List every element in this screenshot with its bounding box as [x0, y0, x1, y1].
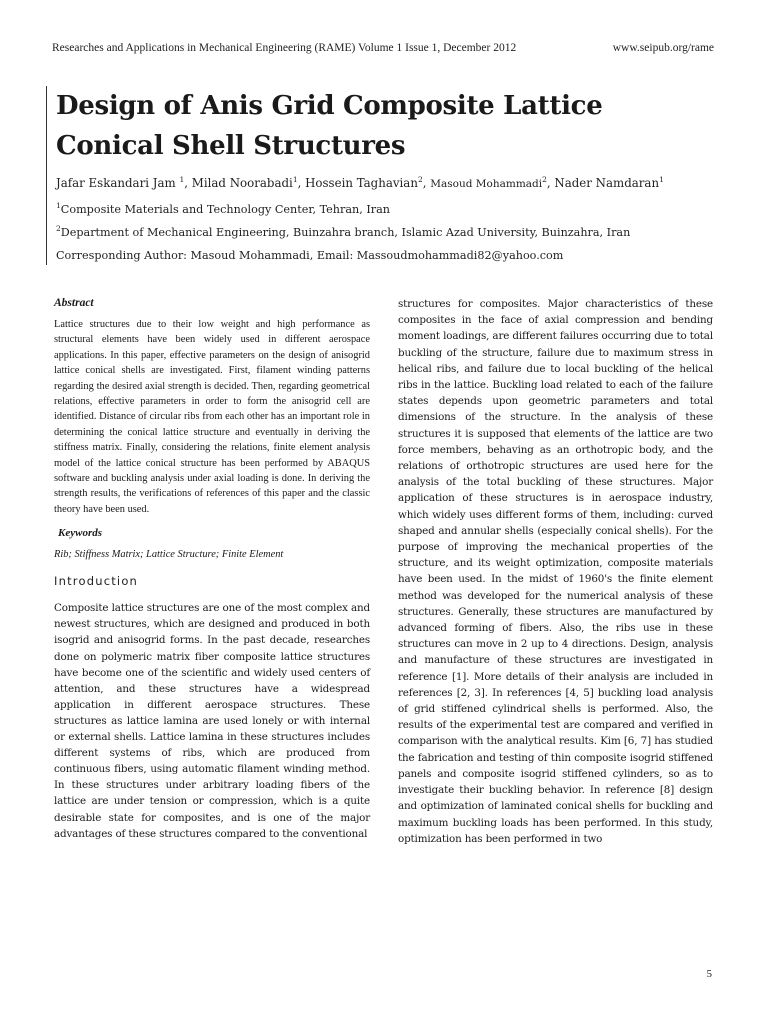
author-list: Jafar Eskandari Jam $^1$, Milad Noorabadi$^1$, Hossein Taghavian$^2$, Masoud Mohammadi$^2$, Nader Namdaran$^1$ — [56, 175, 664, 190]
author-name: Hossein Taghavian — [305, 176, 418, 190]
right-column — [398, 297, 713, 847]
author-name: Milad Noorabadi — [191, 176, 293, 190]
left-column — [54, 297, 370, 842]
paper-title — [56, 86, 724, 166]
keywords-text: Rib; Stiffness Matrix; Lattice Structure; Finite Element — [54, 549, 284, 561]
author-affiliation-mark: 1 — [179, 175, 185, 184]
abstract-text: Lattice structures due to their low weight and high performance as structural elements have been widely used in different aerospace applications. In this paper, effective parameters on the design of anisogrid lattice conical shells are investigated. First, filament winding patterns regarding the desired axial strength is decided. Then, regarding geometrical relations, effective parameters in order to form the anisogrid cell are identified. Distance of circular ribs from each other has an important role in determining the conical lattice structure and eventually in deriving the stiffness matrix. Finally, considering the relations, finite element analysis model of the lattice conical structure has been performed by ABAQUS software and buckling analysis under axial loading is done. In deriving the strength results, the verifications of references of this paper and the classic theory have been used. — [54, 319, 370, 515]
journal-name: Researches and Applications in Mechanical Engineering (RAME) Volume 1 Issue 1, December 2012 — [52, 42, 517, 54]
title-block — [46, 86, 724, 265]
author-affiliation-mark: 1 — [659, 175, 664, 184]
running-header — [52, 42, 714, 58]
introduction-heading: Introduction — [54, 574, 139, 589]
introduction-text-right: structures for composites. Major characteristics of these composites in the face of axial compression and bending moment loadings, are different failures occurring due to total buckling of the structure, failure due to maximum stress in helical ribs, and failure due to local buckling of the helical ribs in the lattice. Buckling load related to each of the failure states depends upon geometric parameters and total dimensions of the structure. In the analysis of these structures it is supposed that elements of the lattice are two force members, behaving as an orthotropic body, and the relations of orthotropic structures are used here for the analysis of the total buckling of these structures. Major application of these structures is in aerospace industry, which widely uses different forms of them, including: curved shaped and annular shells (especially conical shells). For the purpose of improving the mechanical properties of the structure, and its weight optimization, composite materials have been used. In the midst of 1960's the finite element method was developed for the numerical analysis of these structures. Generally, these structures are manufactured by advanced forming of fibers. Also, the ribs use in these structures can move in 2 up to 4 directions. Design, analysis and manufacture of these structures are investigated in reference [1]. More details of their analysis are included in references [2, 3]. In references [4, 5] buckling load analysis of grid stiffened cylindrical shells is performed. Also, the results of the experimental test are compared and verified in comparison with the analytical results. Kim [6, 7] has studied the fabrication and testing of thin composite isogrid stiffened panels and composite isogrid stiffened cylinders, so as to investigate their buckling behavior. In reference [8] design and optimization of laminated conical shells for buckling and maximum buckling loads has been performed. In this study, optimization has been performed in two — [398, 298, 713, 845]
author-name: Nader Namdaran — [554, 176, 660, 190]
title-line-1: Design of Anis Grid Composite Lattice — [56, 91, 603, 121]
author-affiliation-mark: 1 — [292, 175, 298, 184]
title-line-2: Conical Shell Structures — [56, 131, 406, 161]
page-number: 5 — [706, 968, 712, 980]
author-affiliation-mark: 2 — [417, 175, 423, 184]
affiliation-2: $^2$Department of Mechanical Engineering, Buinzahra branch, Islamic Azad University, Buinzahra, Iran — [56, 224, 631, 239]
corresponding-author: Corresponding Author: Masoud Mohammadi, Email: Massoudmohammadi82@yahoo.com — [56, 249, 564, 262]
keywords-heading: Keywords — [58, 527, 102, 540]
affiliation-mark: 1 — [56, 201, 61, 210]
author-affiliation-mark: 2 — [542, 175, 547, 184]
author-name: Masoud Mohammadi — [430, 178, 543, 190]
introduction-text-left: Composite lattice structures are one of the most complex and newest structures, which are designed and produced in both isogrid and anisogrid forms. In the past decade, researches done on polymeric matrix fiber composite lattice structures have become one of the scientific and widely used centers of attention, and these structures have a widespread application in different aerospace structures. These structures as lattice lamina are used lonely or with internal or external shells. Lattice lamina in these structures includes different systems of ribs, which are produced from continuous fibers, using automatic filament winding method. In these structures under arbitrary loading fibers of the lattice are under tension or compression, which is a quite desirable state for composites, and is one of the major advantages of these structures compared to the conventional — [54, 602, 370, 840]
affiliation-mark: 2 — [56, 224, 61, 233]
affiliation-1: $^1$Composite Materials and Technology Center, Tehran, Iran — [56, 201, 390, 216]
journal-url[interactable]: www.seipub.org/rame — [612, 42, 714, 54]
author-name: Jafar Eskandari Jam — [56, 176, 176, 190]
abstract-heading: Abstract — [54, 297, 94, 309]
